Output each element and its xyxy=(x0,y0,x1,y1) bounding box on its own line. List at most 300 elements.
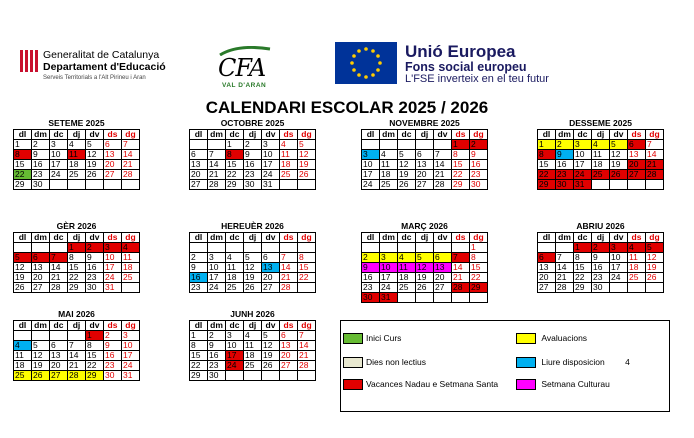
day-cell: 24 xyxy=(362,180,380,190)
day-header: ds xyxy=(104,130,122,140)
day-cell: 29 xyxy=(190,371,208,381)
week-row xyxy=(190,263,316,273)
week-row xyxy=(362,150,488,160)
day-cell: 12 xyxy=(244,263,262,273)
day-cell xyxy=(298,243,316,253)
day-header: dg xyxy=(122,321,140,331)
legend-dies-label: Dies non lectius xyxy=(366,357,427,367)
day-cell: 12 xyxy=(14,263,32,273)
day-header: dv xyxy=(86,130,104,140)
day-cell: 19 xyxy=(646,263,664,273)
day-cell: 30 xyxy=(592,283,610,293)
day-cell: 8 xyxy=(226,150,244,160)
day-header: dv xyxy=(434,233,452,243)
day-cell: 9 xyxy=(592,253,610,263)
day-cell: 28 xyxy=(646,170,664,180)
day-cell: 24 xyxy=(50,170,68,180)
day-cell: 4 xyxy=(122,243,140,253)
day-cell: 3 xyxy=(104,243,122,253)
day-cell: 12 xyxy=(262,341,280,351)
day-cell: 22 xyxy=(574,273,592,283)
legend-avaluacions xyxy=(516,331,587,345)
week-row xyxy=(362,140,488,150)
day-cell xyxy=(362,140,380,150)
day-cell: 31 xyxy=(574,180,592,190)
day-header: dc xyxy=(50,321,68,331)
day-cell: 8 xyxy=(190,341,208,351)
day-cell: 5 xyxy=(32,341,50,351)
day-cell xyxy=(68,331,86,341)
day-cell: 25 xyxy=(14,371,32,381)
day-cell: 20 xyxy=(416,170,434,180)
day-cell: 11 xyxy=(592,150,610,160)
month-title: NOVEMBRE 2025 xyxy=(389,118,460,128)
day-cell xyxy=(32,331,50,341)
day-cell: 9 xyxy=(208,341,226,351)
day-cell: 23 xyxy=(470,170,488,180)
day-cell: 26 xyxy=(646,273,664,283)
day-header: dl xyxy=(538,233,556,243)
day-cell: 7 xyxy=(68,341,86,351)
week-row xyxy=(190,253,316,263)
day-header: dj xyxy=(244,233,262,243)
day-cell: 7 xyxy=(452,253,470,263)
week-row xyxy=(538,170,664,180)
day-cell: 1 xyxy=(538,140,556,150)
day-cell: 30 xyxy=(104,371,122,381)
day-cell: 30 xyxy=(362,293,380,303)
day-header: dc xyxy=(50,130,68,140)
day-cell: 10 xyxy=(50,150,68,160)
day-cell: 11 xyxy=(628,253,646,263)
day-header: dc xyxy=(574,233,592,243)
day-cell xyxy=(50,331,68,341)
day-cell: 18 xyxy=(226,273,244,283)
eu-flag-icon xyxy=(335,42,397,84)
day-cell: 28 xyxy=(452,283,470,293)
day-cell: 18 xyxy=(280,160,298,170)
day-header: dc xyxy=(226,130,244,140)
eu-line2: Fons social europeu xyxy=(405,60,527,74)
day-cell xyxy=(398,293,416,303)
day-cell: 15 xyxy=(190,351,208,361)
day-cell: 23 xyxy=(362,283,380,293)
day-cell: 17 xyxy=(380,273,398,283)
day-cell: 28 xyxy=(434,180,452,190)
day-cell xyxy=(280,243,298,253)
day-cell: 15 xyxy=(470,263,488,273)
legend-liure xyxy=(516,355,630,369)
day-cell: 23 xyxy=(86,273,104,283)
day-cell: 20 xyxy=(104,160,122,170)
day-cell: 13 xyxy=(262,263,280,273)
day-cell: 24 xyxy=(226,361,244,371)
day-cell: 6 xyxy=(190,150,208,160)
gen-line1: Generalitat de Catalunya xyxy=(43,49,160,61)
day-cell: 21 xyxy=(50,273,68,283)
day-header: dm xyxy=(32,233,50,243)
day-cell: 14 xyxy=(452,263,470,273)
day-cell: 10 xyxy=(226,341,244,351)
day-cell: 25 xyxy=(398,283,416,293)
day-cell xyxy=(226,243,244,253)
day-header: ds xyxy=(628,233,646,243)
day-cell xyxy=(398,243,416,253)
day-cell: 17 xyxy=(122,351,140,361)
day-cell: 18 xyxy=(122,263,140,273)
day-cell: 1 xyxy=(574,243,592,253)
day-cell: 26 xyxy=(398,180,416,190)
day-cell: 30 xyxy=(556,180,574,190)
day-cell: 21 xyxy=(208,170,226,180)
day-cell: 22 xyxy=(190,361,208,371)
day-cell: 22 xyxy=(68,273,86,283)
day-cell: 25 xyxy=(226,283,244,293)
day-cell: 11 xyxy=(68,150,86,160)
day-cell: 9 xyxy=(86,253,104,263)
day-cell: 3 xyxy=(380,253,398,263)
day-cell: 11 xyxy=(122,253,140,263)
day-cell: 19 xyxy=(32,361,50,371)
day-cell: 10 xyxy=(362,160,380,170)
day-cell: 5 xyxy=(262,331,280,341)
day-cell: 20 xyxy=(434,273,452,283)
day-cell: 9 xyxy=(470,150,488,160)
day-cell: 7 xyxy=(646,140,664,150)
day-cell: 17 xyxy=(50,160,68,170)
day-cell: 2 xyxy=(32,140,50,150)
week-row xyxy=(190,273,316,283)
day-cell: 2 xyxy=(592,243,610,253)
day-cell xyxy=(68,180,86,190)
day-cell: 2 xyxy=(556,140,574,150)
day-cell: 18 xyxy=(592,160,610,170)
day-cell: 26 xyxy=(610,170,628,180)
day-header: ds xyxy=(280,321,298,331)
day-cell xyxy=(14,331,32,341)
day-cell: 30 xyxy=(86,283,104,293)
day-cell: 17 xyxy=(610,263,628,273)
day-cell: 8 xyxy=(452,150,470,160)
day-cell: 5 xyxy=(14,253,32,263)
day-cell xyxy=(50,180,68,190)
day-cell: 12 xyxy=(32,351,50,361)
day-header: dl xyxy=(190,130,208,140)
day-header: dj xyxy=(244,321,262,331)
legend-avaluacions-label: Avaluacions xyxy=(541,333,588,343)
month-calendar xyxy=(189,309,316,381)
day-header: dl xyxy=(538,130,556,140)
day-header: dm xyxy=(380,130,398,140)
day-cell: 25 xyxy=(592,170,610,180)
day-cell: 1 xyxy=(190,331,208,341)
week-row xyxy=(362,243,488,253)
day-cell: 7 xyxy=(280,253,298,263)
day-cell xyxy=(538,243,556,253)
legend-swatch-red xyxy=(343,379,363,390)
week-row xyxy=(190,170,316,180)
month-title: HEREUÈR 2026 xyxy=(221,221,284,231)
day-cell xyxy=(14,243,32,253)
day-cell: 24 xyxy=(104,273,122,283)
week-row xyxy=(14,341,140,351)
day-header: ds xyxy=(452,233,470,243)
week-row xyxy=(190,361,316,371)
week-row xyxy=(190,351,316,361)
day-header: dl xyxy=(362,130,380,140)
day-cell: 22 xyxy=(14,170,32,180)
day-cell: 29 xyxy=(470,283,488,293)
day-cell: 14 xyxy=(50,263,68,273)
day-header: dg xyxy=(298,233,316,243)
day-cell: 2 xyxy=(208,331,226,341)
day-cell: 25 xyxy=(628,273,646,283)
day-cell xyxy=(262,243,280,253)
day-cell: 8 xyxy=(574,253,592,263)
day-cell: 18 xyxy=(380,170,398,180)
day-header: dg xyxy=(122,233,140,243)
day-cell xyxy=(434,140,452,150)
day-header: dj xyxy=(416,233,434,243)
day-cell: 7 xyxy=(208,150,226,160)
legend-swatch-yellow xyxy=(516,333,536,344)
day-header: dc xyxy=(398,233,416,243)
day-cell: 20 xyxy=(50,361,68,371)
day-cell: 10 xyxy=(104,253,122,263)
day-cell xyxy=(244,371,262,381)
day-cell: 20 xyxy=(538,273,556,283)
day-header: dv xyxy=(610,130,628,140)
day-cell: 16 xyxy=(244,160,262,170)
day-cell: 30 xyxy=(470,180,488,190)
day-cell: 13 xyxy=(538,263,556,273)
day-cell: 12 xyxy=(398,160,416,170)
month-grid xyxy=(13,320,140,381)
day-cell: 23 xyxy=(32,170,50,180)
week-row xyxy=(14,273,140,283)
week-row xyxy=(538,253,664,263)
day-cell xyxy=(190,243,208,253)
week-row xyxy=(362,283,488,293)
day-cell xyxy=(434,243,452,253)
day-cell: 29 xyxy=(574,283,592,293)
day-header: dj xyxy=(68,321,86,331)
day-cell: 13 xyxy=(434,263,452,273)
day-header: dg xyxy=(298,321,316,331)
day-cell: 30 xyxy=(208,371,226,381)
day-cell: 10 xyxy=(208,263,226,273)
day-cell: 16 xyxy=(32,160,50,170)
week-row xyxy=(14,243,140,253)
day-cell: 1 xyxy=(226,140,244,150)
day-cell: 12 xyxy=(610,150,628,160)
day-cell: 28 xyxy=(208,180,226,190)
day-cell xyxy=(452,293,470,303)
week-row xyxy=(14,283,140,293)
day-header: dl xyxy=(14,321,32,331)
day-cell xyxy=(226,371,244,381)
day-cell: 22 xyxy=(226,170,244,180)
day-cell: 14 xyxy=(646,150,664,160)
day-cell: 25 xyxy=(280,170,298,180)
month-grid xyxy=(13,232,140,293)
week-row xyxy=(362,263,488,273)
day-header: dm xyxy=(208,321,226,331)
day-cell: 16 xyxy=(592,263,610,273)
day-cell: 27 xyxy=(262,283,280,293)
cfa-subtitle: VAL D'ARAN xyxy=(222,82,267,89)
day-cell: 16 xyxy=(362,273,380,283)
eu-logo xyxy=(335,42,595,84)
day-cell: 28 xyxy=(68,371,86,381)
day-header: dc xyxy=(226,321,244,331)
week-row xyxy=(190,341,316,351)
day-cell xyxy=(190,140,208,150)
day-cell xyxy=(280,180,298,190)
day-cell: 6 xyxy=(434,253,452,263)
day-cell: 4 xyxy=(380,150,398,160)
day-cell: 26 xyxy=(298,170,316,180)
cfa-logo xyxy=(212,46,276,92)
day-cell: 3 xyxy=(208,253,226,263)
legend xyxy=(340,320,670,412)
day-cell: 7 xyxy=(434,150,452,160)
month-grid xyxy=(537,129,664,190)
day-cell: 26 xyxy=(32,371,50,381)
day-cell: 11 xyxy=(380,160,398,170)
day-cell: 21 xyxy=(556,273,574,283)
month-grid xyxy=(361,232,488,303)
day-cell: 3 xyxy=(122,331,140,341)
day-cell: 12 xyxy=(646,253,664,263)
day-cell: 2 xyxy=(104,331,122,341)
day-cell: 14 xyxy=(556,263,574,273)
day-cell: 5 xyxy=(610,140,628,150)
week-row xyxy=(538,273,664,283)
week-row xyxy=(362,170,488,180)
day-cell: 27 xyxy=(628,170,646,180)
week-row xyxy=(190,150,316,160)
day-cell xyxy=(298,371,316,381)
day-header: ds xyxy=(280,130,298,140)
day-cell xyxy=(86,180,104,190)
day-cell: 21 xyxy=(68,361,86,371)
day-cell: 11 xyxy=(226,263,244,273)
day-cell: 19 xyxy=(244,273,262,283)
day-cell: 16 xyxy=(556,160,574,170)
week-row xyxy=(538,243,664,253)
day-cell: 15 xyxy=(452,160,470,170)
day-header: dm xyxy=(32,130,50,140)
day-header: dg xyxy=(470,130,488,140)
day-cell: 27 xyxy=(190,180,208,190)
day-cell: 8 xyxy=(86,341,104,351)
day-cell: 24 xyxy=(574,170,592,180)
week-row xyxy=(362,293,488,303)
day-cell: 13 xyxy=(190,160,208,170)
legend-swatch-cyan xyxy=(516,357,536,368)
day-header: dv xyxy=(434,130,452,140)
day-cell xyxy=(646,283,664,293)
day-cell: 18 xyxy=(628,263,646,273)
day-cell xyxy=(398,140,416,150)
month-calendar xyxy=(361,221,488,303)
month-title: MAI 2026 xyxy=(58,309,95,319)
day-cell: 3 xyxy=(262,140,280,150)
week-row xyxy=(14,180,140,190)
day-cell: 24 xyxy=(262,170,280,180)
day-header: dc xyxy=(226,233,244,243)
day-cell: 14 xyxy=(434,160,452,170)
day-cell: 9 xyxy=(556,150,574,160)
day-cell xyxy=(298,180,316,190)
day-cell: 21 xyxy=(452,273,470,283)
day-header: dv xyxy=(86,233,104,243)
day-header: ds xyxy=(628,130,646,140)
day-header: dm xyxy=(556,233,574,243)
week-row xyxy=(14,253,140,263)
day-cell: 27 xyxy=(434,283,452,293)
week-row xyxy=(14,170,140,180)
day-cell: 7 xyxy=(556,253,574,263)
month-calendar xyxy=(189,221,316,293)
day-cell: 14 xyxy=(280,263,298,273)
day-cell: 15 xyxy=(226,160,244,170)
day-cell: 2 xyxy=(86,243,104,253)
day-cell: 17 xyxy=(226,351,244,361)
month-grid xyxy=(189,129,316,190)
day-cell: 27 xyxy=(50,371,68,381)
day-cell: 22 xyxy=(470,273,488,283)
week-row xyxy=(538,160,664,170)
month-grid xyxy=(189,232,316,293)
day-cell: 9 xyxy=(32,150,50,160)
week-row xyxy=(190,243,316,253)
day-header: dv xyxy=(262,130,280,140)
day-cell: 1 xyxy=(86,331,104,341)
week-row xyxy=(190,140,316,150)
day-cell: 4 xyxy=(628,243,646,253)
day-cell: 15 xyxy=(86,351,104,361)
day-cell: 22 xyxy=(298,273,316,283)
day-cell xyxy=(470,293,488,303)
day-cell xyxy=(434,293,452,303)
day-cell: 18 xyxy=(398,273,416,283)
day-cell: 26 xyxy=(262,361,280,371)
day-cell: 23 xyxy=(556,170,574,180)
day-cell: 16 xyxy=(86,263,104,273)
day-cell: 4 xyxy=(592,140,610,150)
day-cell: 6 xyxy=(262,253,280,263)
day-header: dg xyxy=(470,233,488,243)
legend-dies xyxy=(343,355,426,369)
day-header: dl xyxy=(14,233,32,243)
day-cell: 28 xyxy=(50,283,68,293)
month-grid xyxy=(537,232,664,293)
day-header: dm xyxy=(380,233,398,243)
month-calendar xyxy=(361,118,488,190)
day-cell xyxy=(244,243,262,253)
day-cell: 4 xyxy=(244,331,262,341)
week-row xyxy=(14,140,140,150)
page-title: CALENDARI ESCOLAR 2025 / 2026 xyxy=(205,98,489,117)
month-calendar xyxy=(13,221,140,293)
month-grid xyxy=(361,129,488,190)
month-calendar xyxy=(189,118,316,190)
day-cell: 15 xyxy=(298,263,316,273)
day-cell: 10 xyxy=(380,263,398,273)
day-cell: 28 xyxy=(280,283,298,293)
